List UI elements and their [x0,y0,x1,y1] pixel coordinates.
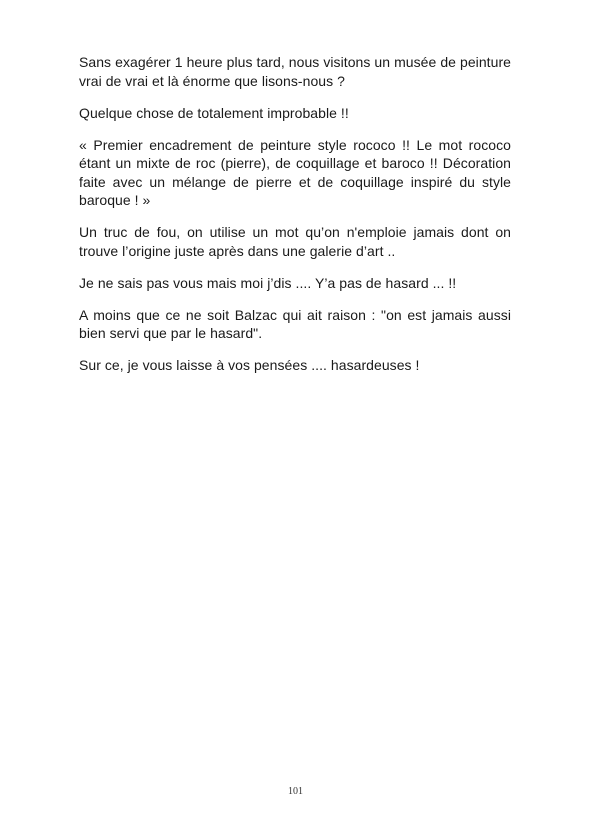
body-text [79,53,511,388]
paragraph-rococo-quote: « Premier encadrement de peinture style rococo !! Le mot rococo étant un mixte de roc (pierre), de coquillage et baroco !! Décoration faite avec un mélange de pierre et de coquillage inspiré du style baroque ! » [79,136,511,208]
paragraph-balzac: A moins que ce ne soit Balzac qui ait raison : "on est jamais aussi bien servi que par le hasard". [79,306,511,341]
paragraph-closing: Sur ce, je vous laisse à vos pensées .... hasardeuses ! [79,357,420,373]
page-number: 101 [288,786,303,797]
paragraph-improbable: Quelque chose de totalement improbable !! [79,104,349,121]
paragraph-no-chance: Je ne sais pas vous mais moi j’dis .... Y’a pas de hasard ... !! [79,274,457,291]
paragraph-museum-visit: Sans exagérer 1 heure plus tard, nous visitons un musée de peinture vrai de vrai et là énorme que lisons-nous ? [79,54,511,89]
paragraph-crazy-word: Un truc de fou, on utilise un mot qu’on n'emploie jamais dont on trouve l’origine juste après dans une galerie d’art .. [79,224,511,259]
